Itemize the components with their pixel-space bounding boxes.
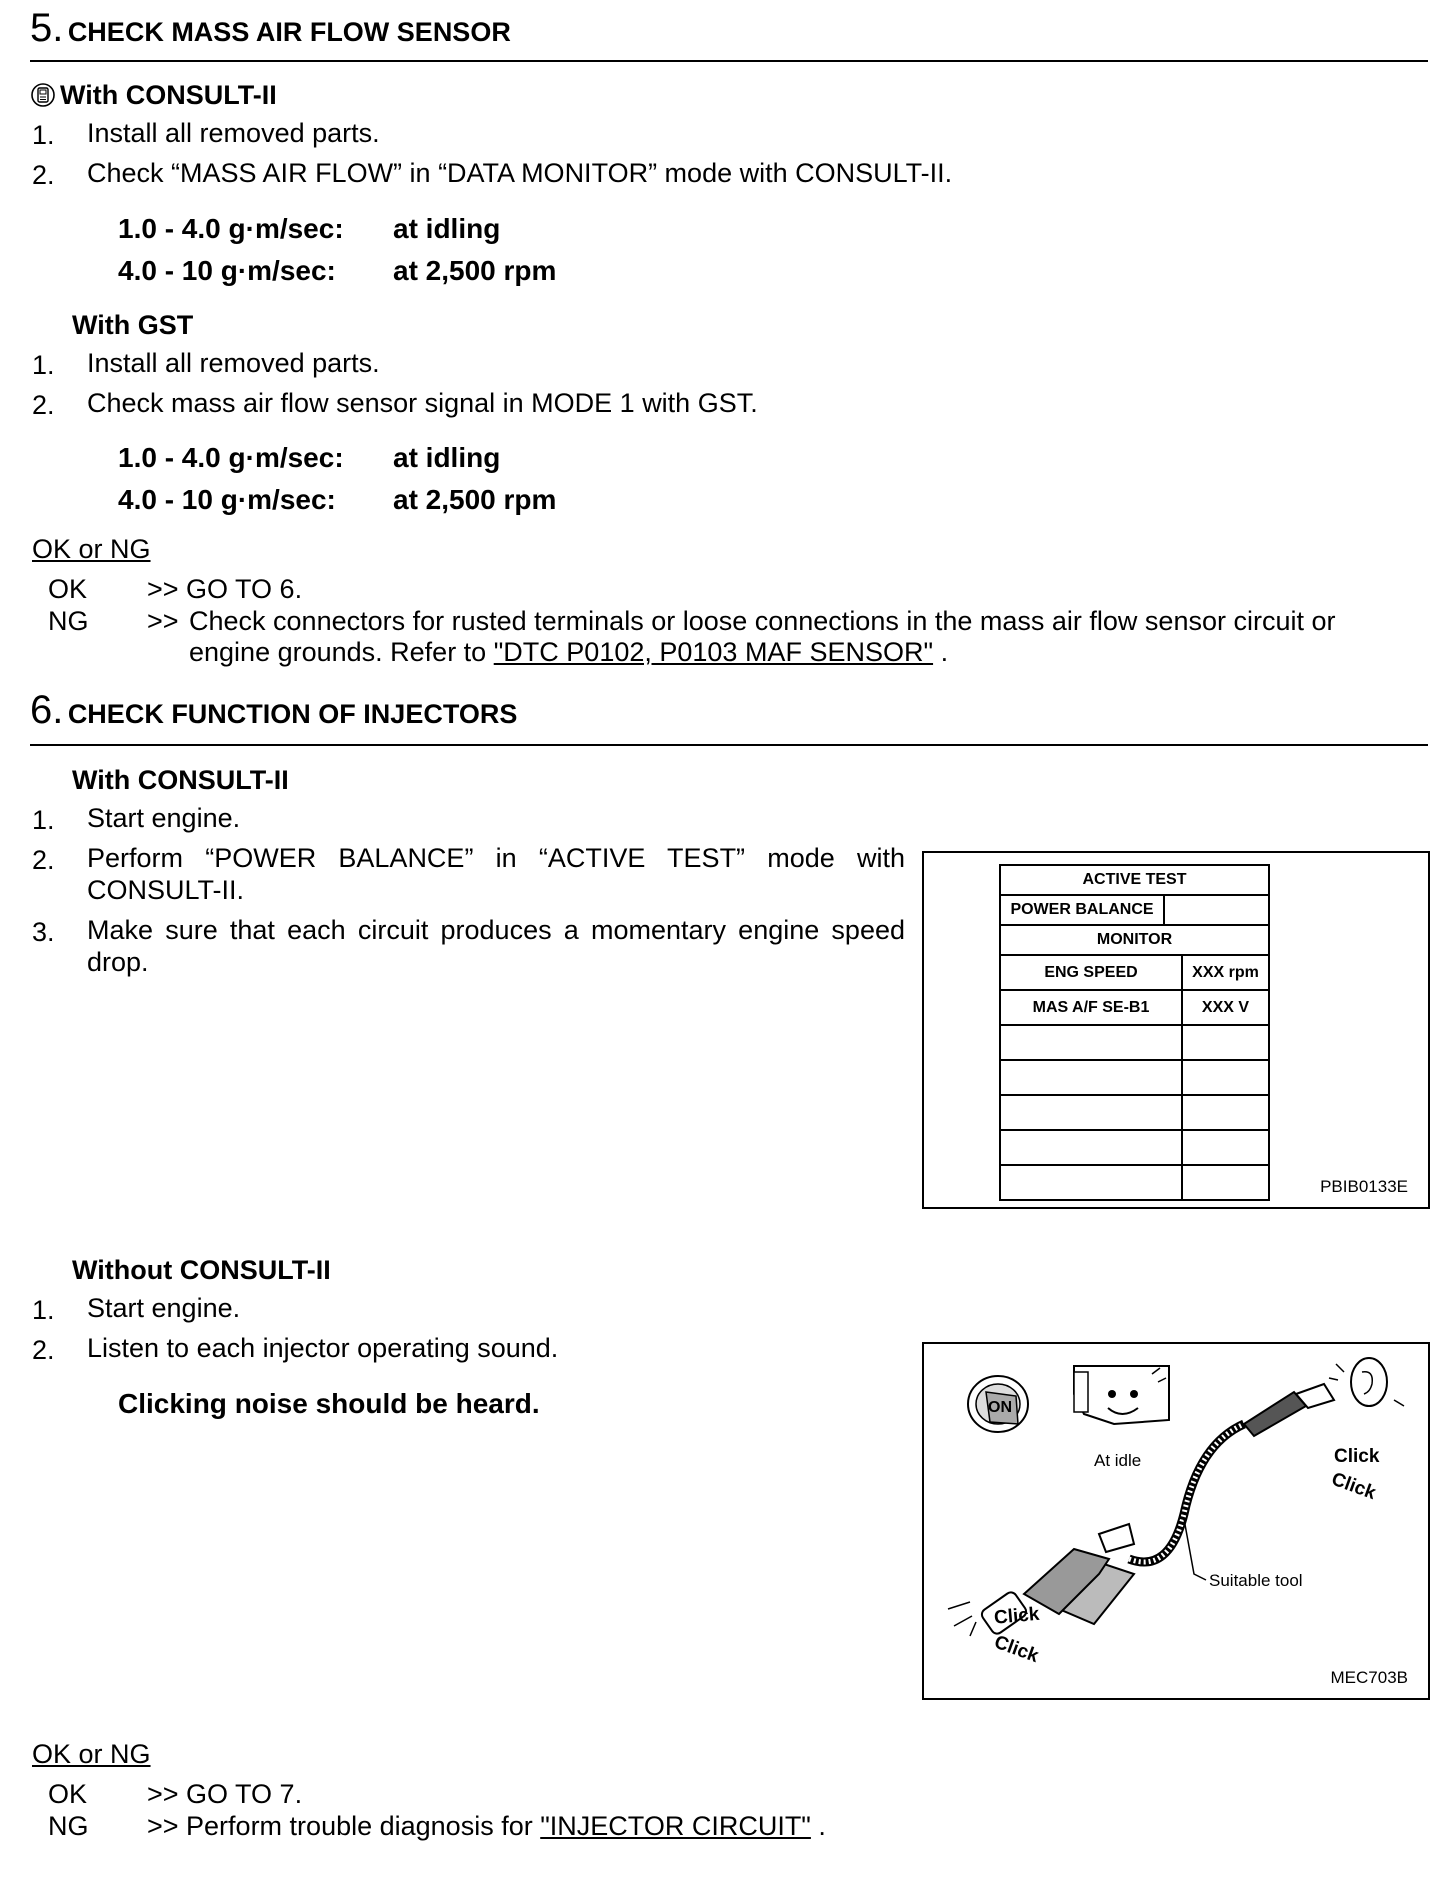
power-balance-value [1165, 896, 1268, 924]
step6-consult-item3-text: Make sure that each circuit produces a momentary engine speed drop. [87, 915, 905, 977]
step6-title: CHECK FUNCTION OF INJECTORS [67, 699, 518, 729]
engine-idle-icon [1074, 1366, 1169, 1424]
step5-consult-heading [30, 80, 277, 111]
monitor-header: MONITOR [1000, 925, 1269, 955]
step5-maf-sensor-link[interactable]: "DTC P0102, P0103 MAF SENSOR" [493, 637, 934, 667]
step6-ok-key: OK [48, 1779, 88, 1809]
step5-gst-spec2-value: 4.0 - 10 g·m/sec: [118, 484, 336, 515]
step6-ng-text: >> Perform trouble diagnosis for [147, 1811, 533, 1841]
step6-consult-item1-num: 1. [32, 805, 55, 835]
empty-cell [1182, 1025, 1269, 1060]
step5-ng-text-2: engine grounds. Refer to [189, 637, 487, 667]
step5-consult-item1-num: 1. [32, 120, 55, 150]
step5-gst-spec1-cond: at idling [393, 442, 501, 473]
active-test-figure [922, 851, 1430, 1209]
step5-gst-item1-text: Install all removed parts. [87, 348, 380, 378]
active-test-header: ACTIVE TEST [1000, 865, 1269, 895]
step5-consult-spec2-value: 4.0 - 10 g·m/sec: [118, 255, 336, 286]
step6-without-item1-text: Start engine. [87, 1293, 241, 1323]
step5-ok-key: OK [48, 574, 88, 604]
step5-ng-text-1: Check connectors for rusted terminals or loose connections in the mass air flow sensor circuit or [189, 606, 1336, 636]
suitable-tool-label: Suitable tool [1209, 1571, 1303, 1590]
step5-consult-heading-text: With CONSULT-II [60, 80, 277, 110]
step6-rule [30, 744, 1428, 746]
leader-line [1184, 1519, 1206, 1580]
step5-consult-spec2-cond: at 2,500 rpm [393, 255, 557, 286]
empty-cell [1000, 1130, 1182, 1165]
step6-ok-text: >> GO TO 7. [147, 1779, 303, 1809]
power-balance-label: POWER BALANCE [1001, 896, 1165, 924]
step6-without-note: Clicking noise should be heard. [118, 1388, 540, 1419]
step5-gst-item2-num: 2. [32, 390, 55, 420]
empty-cell [1000, 1165, 1182, 1200]
click-label: Click [1334, 1446, 1380, 1467]
step5-header [30, 8, 511, 48]
step6-consult-item3-num: 3. [32, 917, 55, 947]
step5-number: 5. [30, 6, 64, 50]
step5-result-label: OK or NG [32, 534, 151, 564]
step6-result-label: OK or NG [32, 1739, 151, 1769]
click-label: Click [1328, 1468, 1379, 1505]
step6-without-item1-num: 1. [32, 1295, 55, 1325]
step5-ng-end: . [933, 637, 949, 667]
step6-consult-heading: With CONSULT-II [72, 765, 289, 795]
key-on-label: ON [988, 1399, 1012, 1416]
ear-icon [1329, 1358, 1404, 1406]
step6-ng-key: NG [48, 1811, 89, 1841]
consult-icon [30, 82, 56, 108]
injector-sound-figure [922, 1342, 1430, 1700]
step5-ng-key: NG [48, 606, 89, 636]
step6-header [30, 690, 517, 730]
sound-lines-icon [948, 1602, 976, 1636]
power-balance-row [1000, 895, 1269, 925]
empty-cell [1182, 1060, 1269, 1095]
monitor-row-value: XXX V [1182, 990, 1269, 1025]
figure-code-mec: MEC703B [1330, 1668, 1408, 1687]
step5-consult-item1-text: Install all removed parts. [87, 118, 380, 148]
empty-cell [1182, 1095, 1269, 1130]
step5-ok-text: >> GO TO 6. [147, 574, 303, 604]
empty-cell [1182, 1130, 1269, 1165]
step6-ng-end: . [810, 1811, 826, 1841]
step6-consult-item1-text: Start engine. [87, 803, 241, 833]
step5-ng-line2 [189, 636, 948, 668]
step5-consult-spec1-cond: at idling [393, 213, 501, 244]
step5-consult-item2-text: Check “MASS AIR FLOW” in “DATA MONITOR” mode with CONSULT-II. [87, 158, 953, 188]
step6-ng-line [147, 1810, 826, 1842]
step6-without-heading: Without CONSULT-II [72, 1255, 331, 1285]
step6-without-item2-num: 2. [32, 1335, 55, 1365]
step5-rule [30, 60, 1428, 62]
injector-illustration [924, 1344, 1428, 1698]
step6-consult-item2-text: Perform “POWER BALANCE” in “ACTIVE TEST” mode with CONSULT-II. [87, 843, 905, 905]
step5-title: CHECK MASS AIR FLOW SENSOR [67, 17, 511, 47]
click-label: Click [993, 1603, 1041, 1629]
step5-consult-spec1-value: 1.0 - 4.0 g·m/sec: [118, 213, 344, 244]
step5-ng-prefix: >> [147, 606, 179, 636]
monitor-row-label: MAS A/F SE-B1 [1000, 990, 1182, 1025]
step6-injector-circuit-link[interactable]: "INJECTOR CIRCUIT" [540, 1811, 811, 1841]
step5-gst-spec1-value: 1.0 - 4.0 g·m/sec: [118, 442, 344, 473]
click-label: Click [991, 1631, 1042, 1668]
empty-cell [1182, 1165, 1269, 1200]
monitor-row-label: ENG SPEED [1000, 955, 1182, 990]
step6-consult-item2-num: 2. [32, 845, 55, 875]
step5-consult-item2-num: 2. [32, 160, 55, 190]
empty-cell [1000, 1025, 1182, 1060]
empty-cell [1000, 1095, 1182, 1130]
figure-code-pbib: PBIB0133E [1320, 1177, 1408, 1196]
step5-gst-item1-num: 1. [32, 350, 55, 380]
active-test-table [999, 864, 1270, 1201]
monitor-row-value: XXX rpm [1182, 955, 1269, 990]
step5-gst-item2-text: Check mass air flow sensor signal in MODE 1 with GST. [87, 388, 758, 418]
step5-gst-spec2-cond: at 2,500 rpm [393, 484, 557, 515]
step5-gst-heading: With GST [72, 310, 194, 340]
empty-cell [1000, 1060, 1182, 1095]
step6-without-item2-text: Listen to each injector operating sound. [87, 1333, 559, 1363]
step6-number: 6. [30, 688, 64, 732]
at-idle-label: At idle [1094, 1451, 1142, 1470]
